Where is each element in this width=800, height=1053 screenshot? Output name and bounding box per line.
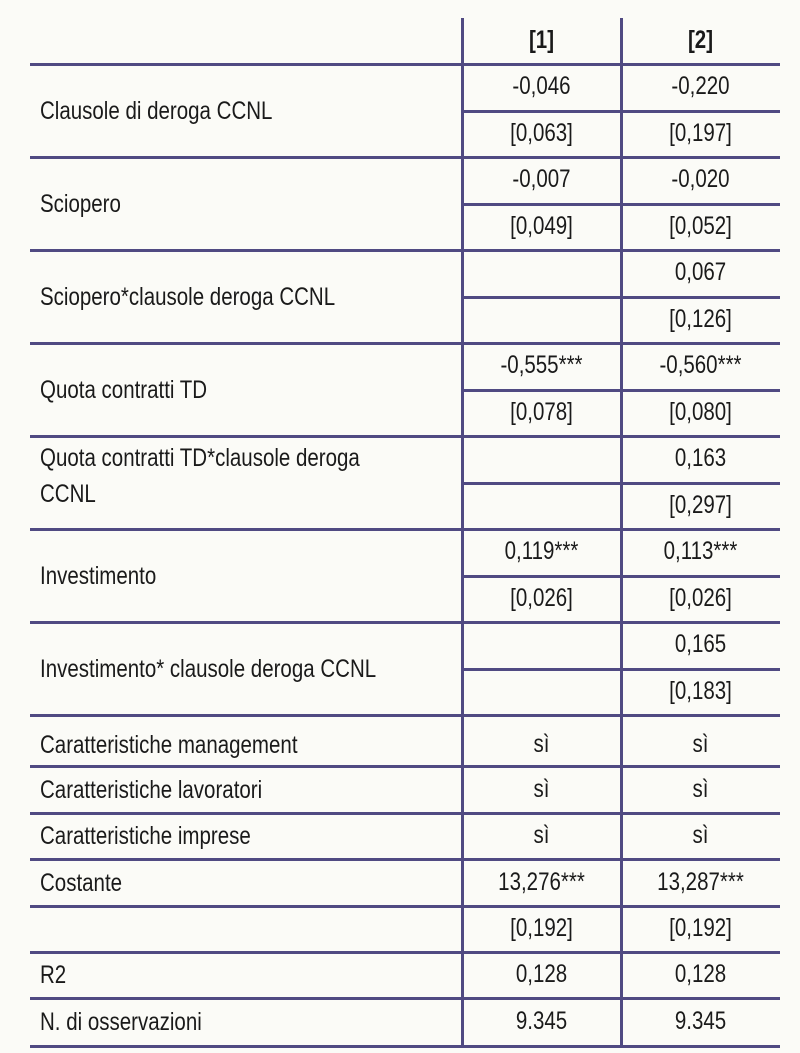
cell-value: 9.345 (674, 1007, 727, 1035)
cell-coef: -0,007 (512, 165, 571, 194)
row-label-4 (40, 440, 360, 513)
cell-value: 0,128 (674, 960, 727, 988)
cell-coef: 0,163 (674, 444, 727, 473)
cell-se: [0,026] (510, 583, 573, 612)
cell-se: [0,078] (510, 397, 573, 426)
cell-se: [0,126] (669, 304, 732, 333)
row-label-8: Caratteristiche lavoratori (40, 775, 263, 804)
cell-value: 9.345 (515, 1007, 568, 1035)
cell-coef: -0,020 (671, 165, 730, 194)
cell-se: [0,080] (669, 397, 732, 426)
header-rule (30, 63, 780, 66)
cell-value: sì (533, 821, 550, 849)
row-label-10: Costante (40, 868, 123, 897)
cell-se: [0,049] (510, 211, 573, 240)
cell-coef: -0,046 (512, 72, 571, 101)
cell-se: [0,052] (669, 211, 732, 240)
row-label-1: Sciopero (40, 189, 121, 218)
column-header-1: [1] (528, 26, 555, 54)
cell-value: sì (533, 774, 550, 803)
row-label-9: Caratteristiche imprese (40, 822, 251, 850)
row-rule (30, 1045, 780, 1048)
row-label-13: N. di osservazioni (40, 1008, 202, 1036)
row-rule (30, 812, 780, 815)
cell-value: sì (692, 821, 709, 849)
row-rule (30, 905, 780, 908)
cell-coef: -0,555*** (500, 351, 583, 380)
cell-value: 13,276*** (498, 867, 585, 896)
row-rule (30, 435, 780, 438)
cell-coef: 0,113*** (663, 537, 738, 566)
cell-se: [0,197] (669, 118, 732, 147)
cell-value: sì (692, 729, 709, 758)
cell-se: [0,297] (669, 490, 732, 519)
row-rule (30, 714, 780, 717)
cell-value: sì (533, 729, 550, 758)
cell-coef: -0,560*** (659, 351, 742, 380)
cell-se: [0,183] (669, 676, 732, 705)
row-label-line: Quota contratti TD*clausole deroga (40, 444, 360, 472)
row-label-0: Clausole di deroga CCNL (40, 96, 273, 125)
cell-value: [0,192] (669, 914, 732, 942)
row-rule (30, 858, 780, 861)
cell-value: sì (692, 774, 709, 803)
cell-coef: 0,067 (674, 258, 727, 287)
cell-se: [0,063] (510, 118, 573, 147)
row-rule (30, 342, 780, 345)
row-label-3: Quota contratti TD (40, 375, 208, 404)
row-label-6: Investimento* clausole deroga CCNL (40, 654, 377, 683)
column-divider (461, 18, 464, 1047)
column-header-2: [2] (687, 26, 714, 54)
cell-coef: 0,119*** (504, 537, 579, 566)
cell-coef: 0,165 (674, 630, 727, 659)
row-rule (30, 997, 780, 1000)
row-label-line: CCNL (40, 480, 96, 509)
cell-value: [0,192] (510, 914, 573, 942)
row-rule (30, 951, 780, 954)
row-rule (30, 156, 780, 159)
row-rule (30, 528, 780, 531)
cell-value: 13,287*** (657, 867, 744, 896)
row-label-2: Sciopero*clausole deroga CCNL (40, 282, 336, 311)
row-rule (30, 249, 780, 252)
row-label-5: Investimento (40, 561, 157, 590)
row-rule (30, 621, 780, 624)
cell-se: [0,026] (669, 583, 732, 612)
cell-coef: -0,220 (671, 72, 730, 101)
cell-value: 0,128 (515, 960, 568, 988)
row-label-12: R2 (40, 961, 67, 989)
column-divider (620, 18, 623, 1047)
row-label-7: Caratteristiche management (40, 730, 298, 759)
row-rule (30, 765, 780, 768)
